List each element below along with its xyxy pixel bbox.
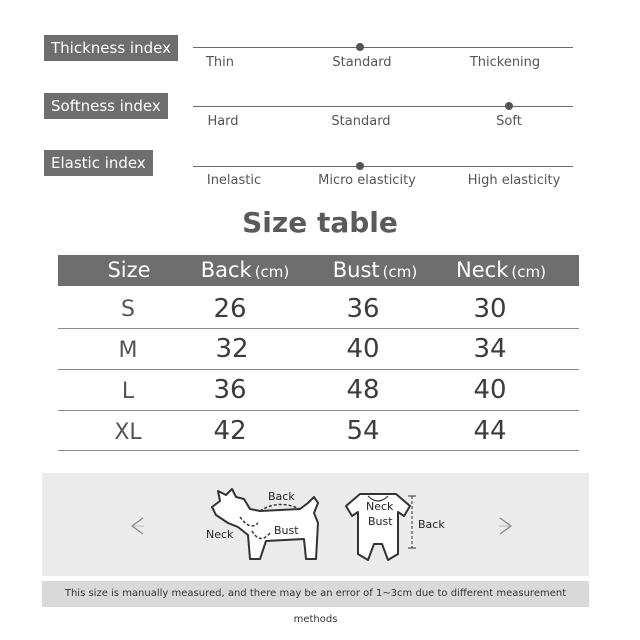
cell-back: 42 xyxy=(213,416,247,446)
elastic-option-high: High elasticity xyxy=(467,173,561,188)
row-divider xyxy=(58,369,579,370)
softness-scale-line xyxy=(193,106,573,107)
cell-neck: 30 xyxy=(473,294,507,324)
garment-neck-label: Neck xyxy=(366,500,394,513)
elastic-scale-line xyxy=(193,166,573,167)
dog-bust-label: Bust xyxy=(274,524,299,537)
elastic-option-micro: Micro elasticity xyxy=(318,173,416,188)
chevron-left-icon[interactable] xyxy=(128,515,146,542)
garment-bust-label: Bust xyxy=(368,515,393,528)
row-divider xyxy=(58,410,579,411)
thickness-option-thickening: Thickening xyxy=(469,55,541,70)
elastic-option-inelastic: Inelastic xyxy=(206,173,262,188)
header-back: Back (cm) xyxy=(200,258,290,282)
cell-bust: 54 xyxy=(346,416,380,446)
elastic-selected-dot xyxy=(356,162,364,170)
cell-size: XL xyxy=(114,420,142,445)
cell-back: 32 xyxy=(215,334,249,364)
header-neck: Neck (cm) xyxy=(456,258,546,282)
cell-neck: 44 xyxy=(473,416,507,446)
cell-bust: 36 xyxy=(346,294,380,324)
thickness-index-label: Thickness index xyxy=(44,35,178,61)
cell-back: 36 xyxy=(213,375,247,405)
softness-index-label: Softness index xyxy=(44,93,168,119)
dog-neck-label: Neck xyxy=(206,528,234,541)
softness-option-hard: Hard xyxy=(207,114,239,129)
cell-neck: 40 xyxy=(473,375,507,405)
cell-size: M xyxy=(118,338,138,363)
cell-bust: 40 xyxy=(346,334,380,364)
header-size: Size xyxy=(107,258,151,282)
measurement-note: This size is manually measured, and there may be an error of 1~3cm due to different measurement methods xyxy=(42,581,589,607)
row-divider xyxy=(58,450,579,451)
softness-option-soft: Soft xyxy=(496,114,522,129)
garment-back-label: Back xyxy=(418,518,445,531)
cell-size: S xyxy=(121,297,135,322)
thickness-scale-line xyxy=(193,47,573,48)
row-divider xyxy=(58,328,579,329)
dog-measurement-illustration xyxy=(200,483,330,563)
thickness-option-thin: Thin xyxy=(205,55,235,70)
softness-option-standard: Standard xyxy=(331,114,391,129)
thickness-option-standard: Standard xyxy=(332,55,392,70)
softness-selected-dot xyxy=(505,102,513,110)
thickness-selected-dot xyxy=(356,43,364,51)
dog-back-label: Back xyxy=(268,490,295,503)
cell-bust: 48 xyxy=(346,375,380,405)
elastic-index-label: Elastic index xyxy=(44,150,153,176)
chevron-right-icon[interactable] xyxy=(497,515,515,542)
cell-neck: 34 xyxy=(473,334,507,364)
cell-back: 26 xyxy=(213,294,247,324)
size-table-title: Size table xyxy=(242,206,398,239)
cell-size: L xyxy=(121,379,135,404)
header-bust: Bust (cm) xyxy=(332,258,418,282)
